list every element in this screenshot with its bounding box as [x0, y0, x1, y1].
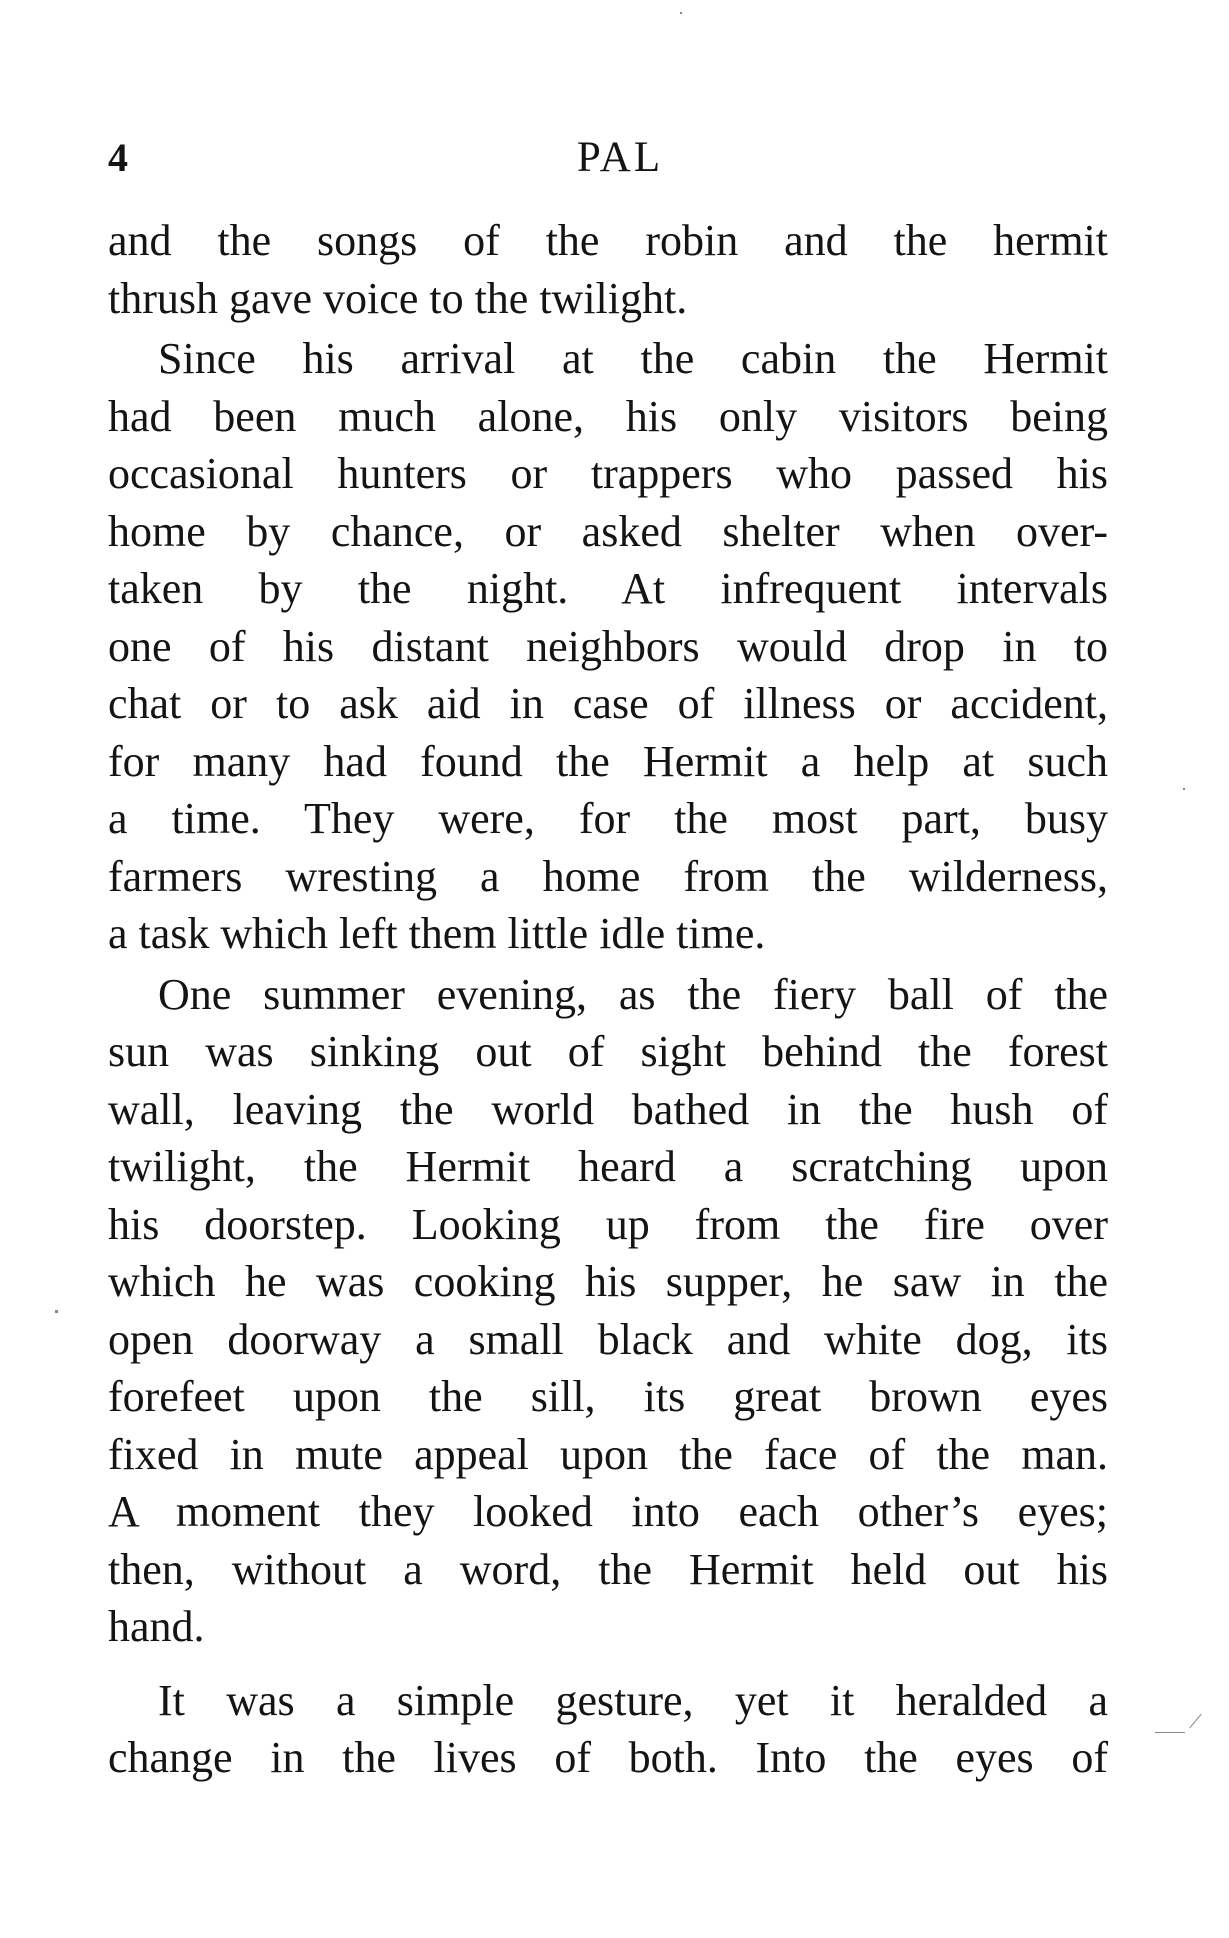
text-line: fixed in mute appeal upon the face of the man. [108, 1429, 1108, 1479]
text-line: then, without a word, the Hermit held out his [108, 1544, 1108, 1594]
scan-speck [55, 1310, 58, 1313]
scan-speck [1183, 788, 1185, 790]
text-line: One summer evening, as the fiery ball of the [158, 969, 1108, 1019]
running-head: PAL [576, 134, 664, 181]
text-line: forefeet upon the sill, its great brown eyes [108, 1372, 1108, 1421]
paragraph-4 [108, 1672, 1108, 1787]
page-number: 4 [108, 135, 128, 180]
scan-speck [680, 12, 682, 14]
text-line: thrush gave voice to the twilight. [108, 273, 688, 323]
text-line: a task which left them little idle time. [108, 909, 766, 958]
body-text [108, 212, 1108, 1787]
text-line: A moment they looked into each other’s eyes; [108, 1487, 1108, 1536]
text-line: wall, leaving the world bathed in the hush of [108, 1084, 1108, 1134]
text-line: and the songs of the robin and the hermit [108, 216, 1108, 265]
text-line: hand. [108, 1602, 205, 1651]
text-line: twilight, the Hermit heard a scratching upon [108, 1142, 1108, 1191]
text-line: home by chance, or asked shelter when over- [108, 506, 1108, 556]
text-line: occasional hunters or trappers who passed his [108, 449, 1108, 498]
text-line: change in the lives of both. Into the eyes of [108, 1733, 1108, 1782]
text-line: a time. They were, for the most part, busy [108, 794, 1108, 843]
text-line: for many had found the Hermit a help at such [108, 736, 1108, 786]
text-line: open doorway a small black and white dog, its [108, 1314, 1108, 1364]
text-line: his doorstep. Looking up from the fire over [108, 1199, 1108, 1249]
text-line: sun was sinking out of sight behind the forest [108, 1027, 1108, 1076]
paragraph-3 [108, 966, 1108, 1656]
text-line: chat or to ask aid in case of illness or accident, [108, 679, 1108, 728]
text-line: had been much alone, his only visitors being [108, 391, 1108, 441]
text-line: taken by the night. At infrequent intervals [108, 564, 1108, 613]
page-header [108, 128, 1108, 188]
text-line: which he was cooking his supper, he saw in the [108, 1257, 1108, 1306]
text-line: It was a simple gesture, yet it heralded a [158, 1675, 1108, 1725]
scan-speck [1189, 1714, 1201, 1728]
text-line: one of his distant neighbors would drop in to [108, 621, 1108, 671]
paragraph-1 [108, 212, 1108, 327]
text-line: Since his arrival at the cabin the Hermit [158, 334, 1108, 383]
paragraph-2 [108, 330, 1108, 963]
text-line: farmers wresting a home from the wilderness, [108, 851, 1108, 901]
scan-speck [1155, 1732, 1185, 1733]
